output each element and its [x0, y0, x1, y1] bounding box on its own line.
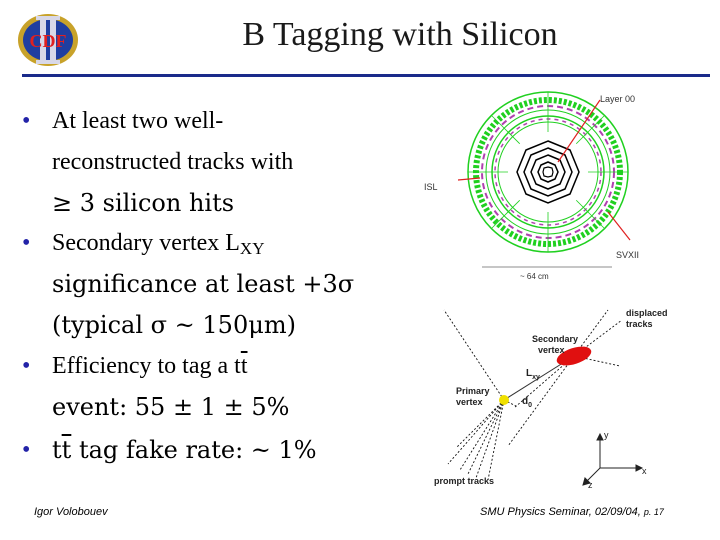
- axis-y-label: y: [604, 430, 609, 440]
- footer-author: Igor Volobouev: [34, 506, 108, 518]
- title-rule: [22, 74, 710, 77]
- logo-text: CDF: [29, 31, 67, 51]
- label-lxy: $L_{xy}$: [526, 368, 540, 381]
- bullet-2-line-1: Secondary vertex $L_{XY}$: [52, 230, 265, 258]
- silicon-detector-figure: [412, 82, 710, 282]
- bullet-2-line-3: (typical σ ~ 150μm): [52, 311, 296, 339]
- bullet-4-line-1: $t\overline{t}$ tag fake rate: ~ 1%: [52, 436, 317, 464]
- label-svxii: SVXII: [616, 250, 640, 260]
- label-secondary-2: vertex: [538, 345, 565, 355]
- label-secondary-1: Secondary: [532, 334, 579, 344]
- secondary-vertex-figure: [408, 296, 704, 490]
- bullet-dot: •: [22, 437, 31, 463]
- bullet-dot: •: [22, 108, 31, 134]
- page-number: p. 17: [643, 507, 664, 517]
- label-layer00: Layer 00: [600, 94, 636, 104]
- label-displaced-2: tracks: [626, 319, 653, 329]
- bullet-dot: •: [22, 230, 31, 256]
- footer-event: SMU Physics Seminar, 02/09/04, p. 17: [480, 506, 664, 518]
- bullet-1-line-2: reconstructed tracks with: [52, 149, 294, 175]
- bullet-3-line-1: Efficiency to tag a $t\overline{t}$: [52, 353, 248, 379]
- label-prompt: prompt tracks: [434, 476, 495, 486]
- label-scale: ~ 64 cm: [520, 272, 549, 281]
- label-primary-1: Primary: [456, 386, 490, 396]
- bullet-2-line-2: significance at least +3σ: [52, 270, 355, 298]
- bullet-dot: •: [22, 353, 31, 379]
- bullet-1-line-3: ≥ 3 silicon hits: [52, 189, 235, 217]
- axis-z-label: z: [588, 480, 593, 490]
- axis-x-label: x: [642, 466, 647, 476]
- label-displaced-1: displaced: [626, 308, 668, 318]
- label-d0: $d_0$: [522, 396, 533, 409]
- bullet-1-line-1: At least two well-: [52, 108, 224, 134]
- label-isl: ISL: [424, 182, 438, 192]
- slide-title: B Tagging with Silicon: [242, 16, 558, 53]
- cdf-logo: [12, 10, 84, 70]
- bullet-3-line-2: event: 55 ± 1 ± 5%: [52, 393, 290, 421]
- label-primary-2: vertex: [456, 397, 483, 407]
